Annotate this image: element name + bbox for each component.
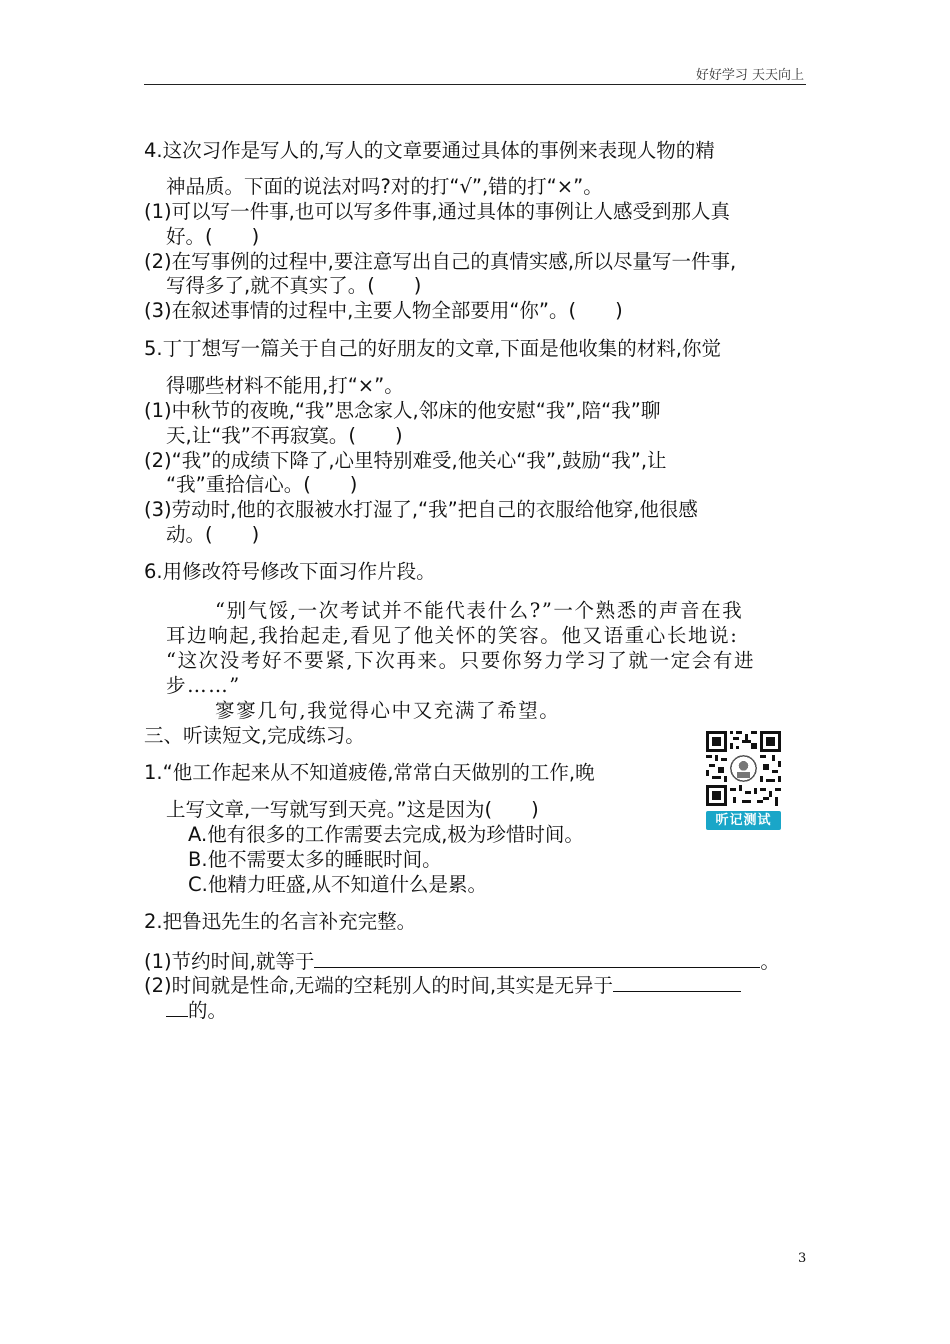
q5-item2-b: “我”重拾信心。( ) bbox=[166, 473, 358, 496]
q5-item1-b: 天,让“我”不再寂寞。( ) bbox=[166, 424, 403, 447]
q3-2-item2-b bbox=[166, 998, 227, 1021]
q3-1-option-b: B.他不需要太多的睡眠时间。 bbox=[188, 848, 442, 871]
section3-title: 三、听读短文,完成练习。 bbox=[144, 724, 365, 747]
page-number: 3 bbox=[798, 1251, 807, 1266]
q5-line2: 得哪些材料不能用,打“×”。 bbox=[166, 374, 404, 397]
q3-2-title: 2.把鲁迅先生的名言补充完整。 bbox=[144, 910, 417, 933]
q5-item3-a: (3)劳动时,他的衣服被水打湿了,“我”把自己的衣服给他穿,他很感 bbox=[144, 498, 698, 521]
q4-line1: 4.这次习作是写人的,写人的文章要通过具体的事例来表现人物的精 bbox=[144, 139, 715, 162]
q3-2-item2-a bbox=[144, 973, 741, 996]
q3-2-item1-blank[interactable] bbox=[314, 949, 760, 968]
q3-1-line1: 1.“他工作起来从不知道疲倦,常常白天做别的工作,晚 bbox=[144, 761, 595, 784]
q3-2-item2-prefix: (2)时间就是性命,无端的空耗别人的时间,其实是无异于 bbox=[144, 974, 614, 997]
q3-2-item1-prefix: (1)节约时间,就等于 bbox=[144, 950, 315, 973]
q6-passage-line4: 步……” bbox=[166, 674, 241, 697]
q5-item3-b: 动。( ) bbox=[166, 523, 260, 546]
q6-passage-line5: 寥寥几句,我觉得心中又充满了希望。 bbox=[215, 699, 561, 722]
q3-2-item2-blank-cont[interactable] bbox=[166, 998, 188, 1017]
q4-item3: (3)在叙述事情的过程中,主要人物全部要用“你”。( ) bbox=[144, 299, 623, 322]
header-slogan: 好好学习 天天向上 bbox=[695, 68, 804, 83]
q6-passage-line1: “别气馁,一次考试并不能代表什么?”一个熟悉的声音在我 bbox=[215, 599, 744, 622]
qr-code-icon[interactable] bbox=[706, 731, 781, 806]
q3-1-line2: 上写文章,一写就写到天亮。”这是因为( ) bbox=[166, 798, 539, 821]
q3-1-option-c: C.他精力旺盛,从不知道什么是累。 bbox=[188, 873, 488, 896]
q6-passage-line2: 耳边响起,我抬起走,看见了他关怀的笑容。他又语重心长地说: bbox=[166, 624, 739, 647]
q5-item2-a: (2)“我”的成绩下降了,心里特别难受,他关心“我”,鼓励“我”,让 bbox=[144, 449, 667, 472]
q4-line2: 神品质。下面的说法对吗?对的打“√”,错的打“×”。 bbox=[166, 175, 603, 198]
header-divider bbox=[144, 84, 806, 85]
q3-1-option-a: A.他有很多的工作需要去完成,极为珍惜时间。 bbox=[188, 823, 584, 846]
q6-passage-line3: “这次没考好不要紧,下次再来。只要你努力学习了就一定会有进 bbox=[166, 649, 756, 672]
q5-line1: 5.丁丁想写一篇关于自己的好朋友的文章,下面是他收集的材料,你觉 bbox=[144, 337, 722, 360]
q4-item1-a: (1)可以写一件事,也可以写多件事,通过具体的事例让人感受到那人真 bbox=[144, 200, 731, 223]
q3-2-item2-suffix: 的。 bbox=[188, 999, 228, 1022]
q5-item1-a: (1)中秋节的夜晚,“我”思念家人,邻床的他安慰“我”,陪“我”聊 bbox=[144, 399, 661, 422]
q6-title: 6.用修改符号修改下面习作片段。 bbox=[144, 560, 436, 583]
q4-item1-b: 好。( ) bbox=[166, 225, 260, 248]
q4-item2-b: 写得多了,就不真实了。( ) bbox=[166, 274, 422, 297]
qr-label: 听记测试 bbox=[706, 811, 781, 830]
q3-2-item1-suffix: 。 bbox=[760, 950, 780, 973]
q3-2-item1 bbox=[144, 949, 780, 972]
q3-2-item2-blank[interactable] bbox=[613, 973, 741, 992]
q4-item2-a: (2)在写事例的过程中,要注意写出自己的真情实感,所以尽量写一件事, bbox=[144, 250, 737, 273]
